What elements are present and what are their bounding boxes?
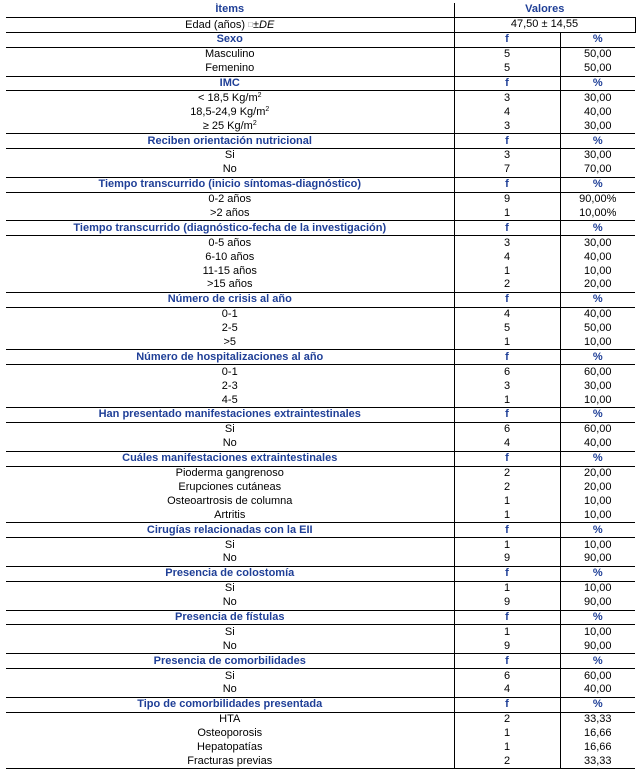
col-f-header: f: [454, 134, 560, 149]
items-header: Ítems: [6, 3, 454, 17]
section-title: Presencia de colostomía: [6, 566, 454, 581]
row-label-cell: [6, 552, 454, 566]
row-frequency: 4: [454, 437, 560, 451]
row-percent: 30,00: [560, 149, 635, 163]
row-percent: 10,00: [583, 393, 612, 406]
row-label: Erupciones cutáneas: [178, 480, 282, 493]
row-frequency: 1: [454, 336, 560, 350]
section-title: Tiempo transcurrido (diagnóstico-fecha de la investigación): [6, 221, 454, 236]
row-label-cell: [6, 336, 454, 350]
row-label: 18,5-24,9 Kg/m: [190, 105, 266, 118]
col-pct-header: %: [560, 523, 635, 538]
row-percent: 10,00: [560, 581, 635, 595]
row-frequency: 4: [454, 105, 560, 119]
row-label: Si: [224, 669, 235, 682]
table-row: [6, 466, 635, 480]
row-frequency: 1: [454, 741, 560, 755]
table-row: [6, 581, 635, 595]
row-frequency: 1: [454, 538, 560, 552]
col-pct-header: %: [560, 350, 635, 365]
row-frequency: 5: [454, 322, 560, 336]
col-pct-header: %: [560, 177, 635, 192]
col-f-header: f: [454, 451, 560, 466]
col-f-header: f: [454, 408, 560, 423]
row-label-cell: [6, 105, 454, 119]
row-percent: 10,00: [583, 508, 612, 521]
row-label-cell: [6, 581, 454, 595]
row-label: Osteoartrosis de columna: [167, 494, 293, 507]
row-frequency: 3: [454, 236, 560, 250]
row-label-cell: [6, 508, 454, 522]
section-title: Número de crisis al año: [6, 292, 454, 307]
col-f-header: f: [454, 654, 560, 669]
row-percent: 30,00: [560, 91, 635, 105]
row-label: Fracturas previas: [187, 754, 273, 767]
row-label: No: [222, 596, 237, 609]
row-label: No: [222, 437, 237, 450]
table-row: [6, 437, 635, 451]
table-row: [6, 250, 635, 264]
mean-symbol-icon: □: [248, 19, 253, 29]
row-frequency: 1: [454, 581, 560, 595]
row-frequency: 1: [454, 264, 560, 278]
row-percent: 40,00: [583, 683, 612, 696]
row-frequency: 2: [454, 466, 560, 480]
row-label: No: [222, 683, 237, 696]
table-row: [6, 62, 635, 76]
row-percent: 50,00: [583, 62, 612, 75]
row-frequency: 3: [454, 379, 560, 393]
row-percent: 40,00: [583, 105, 612, 118]
row-percent: 33,33: [560, 712, 635, 726]
section-title: Reciben orientación nutricional: [6, 134, 454, 149]
row-percent: 10,00: [583, 336, 612, 349]
row-label-cell: [6, 596, 454, 610]
values-header: Valores: [525, 3, 565, 16]
row-label: Osteoporosis: [197, 727, 263, 740]
row-frequency: 9: [454, 596, 560, 610]
col-pct-header: %: [560, 76, 635, 91]
row-label-cell: [6, 119, 454, 133]
section-title: Presencia de fístulas: [6, 610, 454, 625]
row-label: 0-5 años: [208, 236, 252, 249]
table-row: [6, 422, 635, 436]
col-f-header: f: [454, 76, 560, 91]
section-header-row: [6, 221, 635, 236]
row-label: Masculino: [204, 48, 255, 61]
age-label-cell: [6, 17, 454, 32]
col-f-header: f: [454, 350, 560, 365]
row-label: 11-15 años: [202, 264, 257, 277]
table-row: [6, 508, 635, 522]
row-percent: 60,00: [560, 669, 635, 683]
row-frequency: 2: [454, 278, 560, 292]
row-label: Si: [224, 625, 235, 638]
section-title: Tipo de comorbilidades presentada: [6, 697, 454, 712]
col-pct-header: %: [560, 221, 635, 236]
row-frequency: 2: [454, 712, 560, 726]
table-row: [6, 365, 635, 379]
table-row: [6, 538, 635, 552]
row-percent: 30,00: [583, 379, 612, 392]
age-value: 47,50 ± 14,55: [454, 17, 635, 32]
row-label-cell: [6, 149, 454, 163]
row-percent: 40,00: [583, 250, 612, 263]
row-percent: 10,00: [583, 264, 612, 277]
section-header-row: [6, 32, 635, 47]
section-header-row: [6, 697, 635, 712]
row-label-cell: [6, 538, 454, 552]
row-frequency: 1: [454, 393, 560, 407]
col-pct-header: %: [560, 292, 635, 307]
col-f-header: f: [454, 177, 560, 192]
table-row: [6, 149, 635, 163]
section-header-row: [6, 451, 635, 466]
row-label-cell: [6, 47, 454, 61]
table-row: [6, 379, 635, 393]
section-header-row: [6, 566, 635, 581]
row-label-cell: [6, 379, 454, 393]
row-label-cell: [6, 494, 454, 508]
table-row: [6, 163, 635, 177]
table-row: [6, 192, 635, 206]
row-frequency: 2: [454, 754, 560, 768]
row-label: 0-1: [221, 365, 238, 378]
row-label: 2-5: [221, 322, 238, 335]
table-row: [6, 393, 635, 407]
row-percent: 90,00: [583, 596, 612, 609]
row-percent: 20,00: [583, 480, 612, 493]
col-f-header: f: [454, 566, 560, 581]
table-row: [6, 119, 635, 133]
row-percent: 60,00: [560, 422, 635, 436]
col-f-header: f: [454, 292, 560, 307]
row-label: HTA: [219, 713, 241, 726]
row-percent: 33,33: [560, 754, 635, 768]
row-label: 2-3: [221, 379, 238, 392]
row-percent: 16,66: [583, 740, 612, 753]
row-label-cell: [6, 250, 454, 264]
row-frequency: 1: [454, 207, 560, 221]
col-f-header: f: [454, 523, 560, 538]
age-label: Edad (años): [185, 18, 246, 31]
row-label: Hepatopatías: [197, 740, 263, 753]
row-percent: 90,00%: [560, 192, 635, 206]
col-f-header: f: [454, 221, 560, 236]
row-frequency: 9: [454, 192, 560, 206]
row-label-cell: [6, 322, 454, 336]
col-pct-header: %: [560, 566, 635, 581]
age-stat: ±DE: [253, 18, 275, 31]
row-frequency: 2: [454, 481, 560, 495]
row-percent: 60,00: [560, 365, 635, 379]
section-header-row: [6, 76, 635, 91]
section-header-row: [6, 408, 635, 423]
table-row: [6, 754, 635, 768]
row-label: No: [222, 163, 237, 176]
age-row: [6, 17, 635, 32]
row-label: < 18,5 Kg/m: [197, 91, 258, 104]
row-label: >5: [223, 336, 237, 349]
col-pct-header: %: [560, 32, 635, 47]
row-frequency: 1: [454, 494, 560, 508]
row-label-cell: [6, 754, 454, 768]
row-label-cell: [6, 62, 454, 76]
col-pct-header: %: [560, 610, 635, 625]
col-f-header: f: [454, 610, 560, 625]
row-label-cell: [6, 466, 454, 480]
data-table: [6, 3, 636, 769]
row-frequency: 4: [454, 250, 560, 264]
row-frequency: 7: [454, 163, 560, 177]
unit-superscript: 2: [265, 105, 270, 113]
row-label: 0-2 años: [208, 193, 252, 206]
row-frequency: 1: [454, 508, 560, 522]
section-header-row: [6, 654, 635, 669]
table-row: [6, 336, 635, 350]
row-label-cell: [6, 91, 454, 105]
row-label-cell: [6, 278, 454, 292]
table-row: [6, 596, 635, 610]
col-f-header: f: [454, 697, 560, 712]
col-pct-header: %: [560, 451, 635, 466]
row-frequency: 6: [454, 669, 560, 683]
row-label-cell: [6, 264, 454, 278]
row-frequency: 3: [454, 119, 560, 133]
row-frequency: 3: [454, 149, 560, 163]
section-header-row: [6, 134, 635, 149]
row-frequency: 9: [454, 552, 560, 566]
table-row: [6, 264, 635, 278]
row-frequency: 4: [454, 307, 560, 321]
table-header-row: [6, 3, 635, 17]
row-label-cell: [6, 741, 454, 755]
row-percent: 10,00: [560, 625, 635, 639]
table-row: [6, 91, 635, 105]
row-frequency: 5: [454, 62, 560, 76]
section-header-row: [6, 610, 635, 625]
table-row: [6, 322, 635, 336]
row-label-cell: [6, 422, 454, 436]
section-header-row: [6, 523, 635, 538]
section-title: IMC: [6, 76, 454, 91]
row-percent: 10,00%: [579, 207, 617, 220]
row-label-cell: [6, 669, 454, 683]
row-label: >15 años: [206, 278, 253, 291]
row-percent: 50,00: [560, 47, 635, 61]
row-label-cell: [6, 236, 454, 250]
row-percent: 50,00: [583, 322, 612, 335]
row-label-cell: [6, 365, 454, 379]
row-percent: 10,00: [560, 538, 635, 552]
row-label: No: [222, 552, 237, 565]
section-title: Presencia de comorbilidades: [6, 654, 454, 669]
row-frequency: 6: [454, 365, 560, 379]
col-pct-header: %: [560, 654, 635, 669]
row-label: Si: [224, 423, 235, 436]
row-label: Artritis: [214, 508, 246, 521]
section-title: Número de hospitalizaciones al año: [6, 350, 454, 365]
row-frequency: 6: [454, 422, 560, 436]
row-label: Si: [224, 149, 235, 162]
unit-superscript: 2: [257, 91, 262, 99]
table-row: [6, 278, 635, 292]
col-f-header: f: [454, 32, 560, 47]
row-label-cell: [6, 683, 454, 697]
row-label-cell: [6, 393, 454, 407]
table-row: [6, 625, 635, 639]
row-frequency: 4: [454, 683, 560, 697]
table-row: [6, 207, 635, 221]
row-label-cell: [6, 712, 454, 726]
row-label-cell: [6, 639, 454, 653]
row-label: 6-10 años: [205, 250, 255, 263]
row-percent: 40,00: [583, 437, 612, 450]
row-percent: 40,00: [560, 307, 635, 321]
row-frequency: 3: [454, 91, 560, 105]
row-label-cell: [6, 727, 454, 741]
row-label: Pioderma gangrenoso: [175, 467, 284, 480]
table-row: [6, 494, 635, 508]
col-pct-header: %: [560, 134, 635, 149]
row-label: No: [222, 639, 237, 652]
section-title: Tiempo transcurrido (inicio síntomas-diagnóstico): [6, 177, 454, 192]
row-percent: 10,00: [583, 494, 612, 507]
table-row: [6, 712, 635, 726]
row-label: 0-1: [221, 308, 238, 321]
table-row: [6, 727, 635, 741]
row-label-cell: [6, 481, 454, 495]
row-label: Si: [224, 538, 235, 551]
row-label-cell: [6, 163, 454, 177]
row-frequency: 1: [454, 625, 560, 639]
row-percent: 30,00: [560, 236, 635, 250]
section-title: Han presentado manifestaciones extraintestinales: [6, 408, 454, 423]
section-header-row: [6, 350, 635, 365]
section-header-row: [6, 292, 635, 307]
table-row: [6, 639, 635, 653]
section-title: Cuáles manifestaciones extraintestinales: [6, 451, 454, 466]
table-row: [6, 552, 635, 566]
row-label: Femenino: [205, 62, 255, 75]
table-row: [6, 105, 635, 119]
row-label: 4-5: [221, 393, 238, 406]
row-frequency: 9: [454, 639, 560, 653]
section-title: Cirugías relacionadas con la EII: [6, 523, 454, 538]
row-label: ≥ 25 Kg/m: [202, 119, 253, 132]
row-percent: 90,00: [583, 552, 612, 565]
table-row: [6, 236, 635, 250]
row-label-cell: [6, 307, 454, 321]
table-row: [6, 307, 635, 321]
col-pct-header: %: [560, 408, 635, 423]
table-row: [6, 669, 635, 683]
row-label: >2 años: [210, 207, 250, 220]
section-title: Sexo: [6, 32, 454, 47]
row-percent: 90,00: [583, 639, 612, 652]
row-frequency: 5: [454, 47, 560, 61]
row-frequency: 1: [454, 727, 560, 741]
row-percent: 20,00: [560, 466, 635, 480]
col-pct-header: %: [560, 697, 635, 712]
table-row: [6, 47, 635, 61]
unit-superscript: 2: [252, 119, 257, 127]
row-label-cell: [6, 207, 454, 221]
row-percent: 20,00: [583, 278, 612, 291]
row-percent: 70,00: [583, 163, 612, 176]
row-label-cell: [6, 437, 454, 451]
row-label-cell: [6, 192, 454, 206]
table-row: [6, 683, 635, 697]
row-percent: 16,66: [583, 727, 612, 740]
section-header-row: [6, 177, 635, 192]
row-label: Si: [224, 582, 235, 595]
row-percent: 30,00: [583, 119, 612, 132]
table-row: [6, 741, 635, 755]
table-row: [6, 481, 635, 495]
row-label-cell: [6, 625, 454, 639]
